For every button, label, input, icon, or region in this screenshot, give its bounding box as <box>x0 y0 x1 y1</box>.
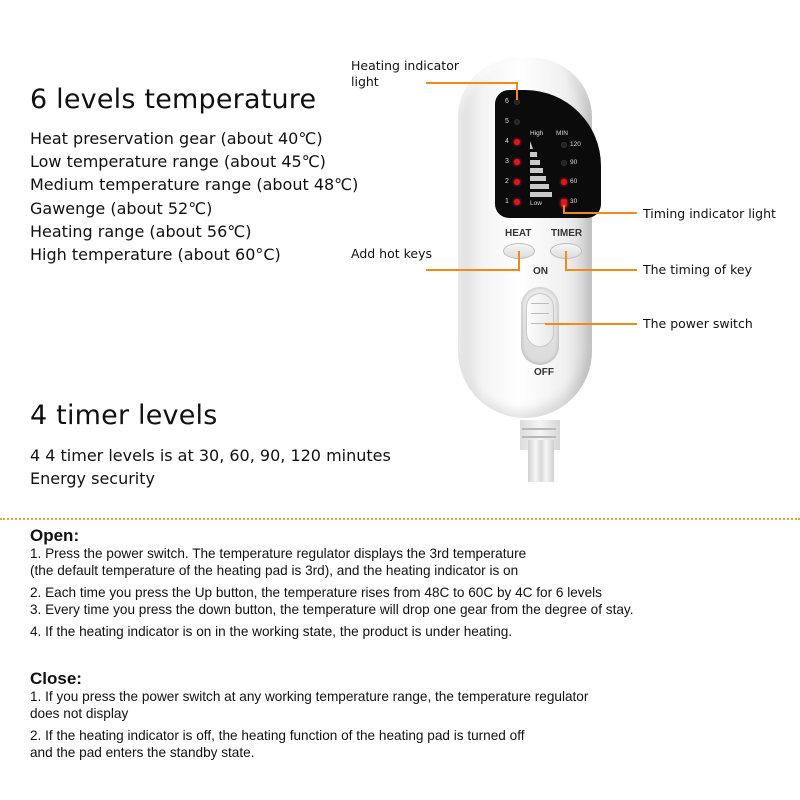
power-cord <box>528 440 554 482</box>
timer-key-label: TIMER <box>551 228 583 239</box>
temperature-level-item: High temperature (about 60°C) <box>30 245 281 265</box>
callout-power-switch: The power switch <box>643 316 753 331</box>
timer-value: 30 <box>570 198 578 205</box>
temperature-heading: 6 levels temperature <box>30 84 317 115</box>
timer-info-list <box>30 444 391 490</box>
power-switch[interactable] <box>526 293 554 347</box>
timer-led <box>561 142 567 148</box>
off-label: OFF <box>534 367 554 378</box>
heat-key-label: HEAT <box>505 228 532 239</box>
level-number: 5 <box>505 118 509 125</box>
timer-led <box>561 179 567 185</box>
open-instructions <box>30 526 633 641</box>
timer-heading: 4 timer levels <box>30 400 218 431</box>
ramp-bar <box>530 176 546 181</box>
level-number: 6 <box>505 98 509 105</box>
timer-led <box>561 160 567 166</box>
callout-line <box>545 323 637 325</box>
switch-ridge <box>531 313 549 314</box>
close-step: 1. If you press the power switch at any working temperature range, the temperature regulator <box>30 689 589 704</box>
level-led <box>514 179 520 185</box>
callout-line <box>426 269 520 271</box>
ramp-bar <box>530 184 549 189</box>
ramp-bar <box>530 192 552 197</box>
callout-add-hot-keys: Add hot keys <box>351 246 433 261</box>
timer-info-line: Energy security <box>30 469 155 488</box>
open-step: 2. Each time you press the Up button, the temperature rises from 48C to 60C by 4C for 6 levels <box>30 585 602 600</box>
min-label: MIN <box>556 130 568 137</box>
callout-line <box>563 212 637 214</box>
temperature-levels-list <box>30 127 358 266</box>
ramp-bar <box>530 141 533 149</box>
ramp-bar <box>530 160 540 165</box>
open-step: 3. Every time you press the down button, the temperature will drop one gear from the degree of stay. <box>30 601 634 617</box>
collar-groove <box>522 436 556 438</box>
temperature-level-item: Heating range (about 56℃) <box>30 221 252 241</box>
temperature-level-item: Heat preservation gear (about 40℃) <box>30 129 323 148</box>
open-step: (the default temperature of the heating pad is 3rd), and the heating indicator is on <box>30 562 519 578</box>
callout-timing-indicator: Timing indicator light <box>643 206 776 221</box>
callout-text: light <box>351 74 379 89</box>
temperature-level-item: Gawenge (about 52℃) <box>30 198 213 218</box>
callout-timing-key: The timing of key <box>643 262 752 277</box>
close-step: 2. If the heating indicator is off, the heating function of the heating pad is turned off <box>30 728 525 743</box>
level-led <box>514 159 520 165</box>
callout-line <box>516 82 518 100</box>
close-step: and the pad enters the standby state. <box>30 744 255 760</box>
level-led <box>514 139 520 145</box>
collar-groove <box>522 428 556 430</box>
level-number: 4 <box>505 138 509 145</box>
callout-line <box>565 251 567 271</box>
close-instructions <box>30 669 588 761</box>
temperature-level-item: Medium temperature range (about 48℃) <box>30 175 359 195</box>
ramp-bar <box>530 152 537 157</box>
dotted-divider <box>0 518 800 520</box>
timer-value: 90 <box>570 159 578 166</box>
temperature-level-item: Low temperature range (about 45℃) <box>30 152 326 172</box>
level-number: 2 <box>505 178 509 185</box>
close-title: Close: <box>30 669 82 688</box>
open-step: 4. If the heating indicator is on in the working state, the product is under heating. <box>30 624 513 639</box>
ramp-bar <box>530 168 543 173</box>
timer-value: 60 <box>570 178 578 185</box>
callout-line <box>518 251 520 271</box>
callout-line <box>565 269 637 271</box>
low-label: Low <box>530 200 542 207</box>
close-step: does not display <box>30 705 129 721</box>
callout-text: Heating indicator <box>351 58 459 73</box>
level-led <box>514 199 520 205</box>
timer-value: 120 <box>570 141 581 148</box>
callout-heating-indicator <box>351 58 459 90</box>
level-number: 1 <box>505 198 509 205</box>
on-label: ON <box>533 266 548 277</box>
switch-ridge <box>531 303 549 304</box>
level-led <box>514 119 520 125</box>
timer-info-line: 4 4 timer levels is at 30, 60, 90, 120 minutes <box>30 446 391 465</box>
open-title: Open: <box>30 526 80 545</box>
high-label: High <box>530 130 544 137</box>
level-number: 3 <box>505 158 509 165</box>
open-step: 1. Press the power switch. The temperature regulator displays the 3rd temperature <box>30 546 527 561</box>
